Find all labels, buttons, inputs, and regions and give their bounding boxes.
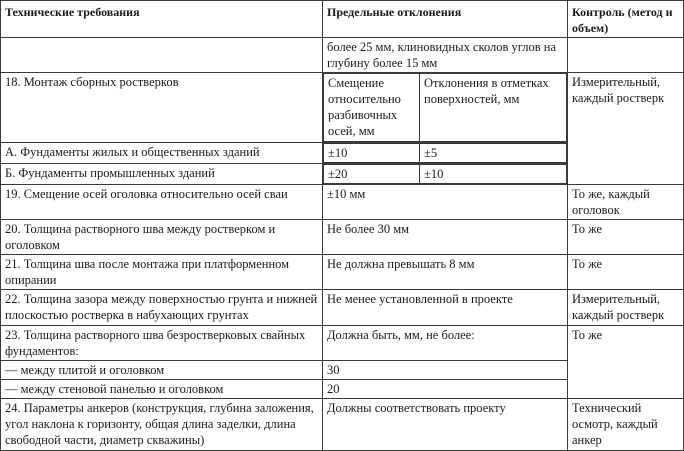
cell-requirement: — между плитой и оголовком [1,361,323,380]
cell-control: То же [568,326,684,399]
subcell-elevation-label: Отклонения в отметках поверхностей, мм [420,74,567,142]
cell-requirement: 24. Параметры анкеров (конструкция, глубина заложения, угол наклона к горизонту, общая длина заделки, длина свободной части, диаметр скважины) [1,399,323,451]
subcell-offset-value: ±20 [324,165,420,184]
cell-requirement: 22. Толщина зазора между поверхностью грунта и нижней плоскостью ростверка в набухающих грунтах [1,290,323,326]
cell-requirement: 21. Толщина шва после монтажа при платформенном опирании [1,255,323,290]
cell-deviation: 30 [323,361,568,380]
cell-requirement: 18. Монтаж сборных ростверков [1,73,323,143]
table-row [1,73,684,143]
cell-deviation-split [323,164,568,185]
cell-requirement: 20. Толщина растворного шва между ростверком и оголовком [1,220,323,255]
cell-deviation: ±10 мм [323,185,568,220]
cell-requirement: — между стеновой панелью и оголовком [1,380,323,399]
cell-control: Технический осмотр, каждый анкер [568,399,684,451]
table-row [1,38,684,73]
header-requirements: Технические требования [1,1,323,38]
cell-deviation: Не более 30 мм [323,220,568,255]
header-deviations: Предельные отклонения [323,1,568,38]
cell-deviation-split [323,73,568,143]
subcell-offset-label: Смещение относительно разбивочных осей, мм [324,74,420,142]
table-row [1,255,684,290]
cell-control-empty [568,38,684,73]
subcell-offset-value: ±10 [324,144,420,163]
table-row [1,290,684,326]
cell-control: То же [568,220,684,255]
cell-deviation: Должна быть, мм, не более: [323,326,568,361]
table-row [1,399,684,451]
table-row [1,185,684,220]
cell-control: То же, каждый оголовок [568,185,684,220]
cell-control: Измерительный, каждый ростверк [568,290,684,326]
cell-deviation: Не менее установленной в проекте [323,290,568,326]
cell-requirement: 19. Смещение осей оголовка относительно осей сваи [1,185,323,220]
cell-control: То же [568,255,684,290]
cell-deviation: более 25 мм, клиновидных сколов углов на глубину более 15 мм [323,38,568,73]
subcell-elevation-value: ±5 [420,144,567,163]
header-control: Контроль (метод и объем) [568,1,684,38]
table-row [1,220,684,255]
subcell-elevation-value: ±10 [420,165,567,184]
cell-deviation: Должны соответствовать проекту [323,399,568,451]
cell-requirement: Б. Фундаменты промышленных зданий [1,164,323,185]
table-header-row [1,1,684,38]
cell-requirement-empty [1,38,323,73]
cell-control: Измерительный, каждый ростверк [568,73,684,185]
cell-requirement: А. Фундаменты жилых и общественных зданий [1,143,323,164]
table-row [1,326,684,361]
cell-deviation: Не должна превышать 8 мм [323,255,568,290]
cell-requirement: 23. Толщина растворного шва безростверковых свайных фундаментов: [1,326,323,361]
cell-deviation: 20 [323,380,568,399]
cell-deviation-split [323,143,568,164]
